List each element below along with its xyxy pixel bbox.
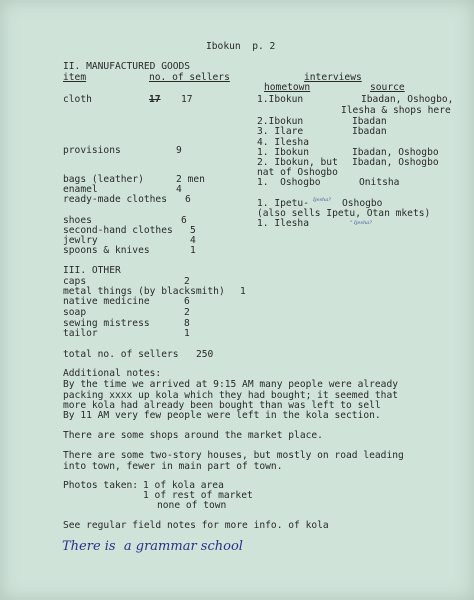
item-medicine: native medicine (63, 296, 150, 307)
item-sewing: sewing mistress (63, 318, 150, 329)
photos-label: Photos taken: (63, 480, 139, 491)
column-header-hometown: hometown (264, 82, 311, 93)
notes-heading: Additional notes: (63, 368, 162, 379)
item-provisions: provisions (63, 145, 121, 156)
interview-cloth-3-source: Ibadan (352, 126, 387, 137)
column-header-item: item (63, 72, 87, 83)
notes-paragraph-1-line-2: packing xxxx up kola which they had bought; it seemed that (63, 390, 399, 401)
interview-bags-hometown: 1. Oshogbo (257, 177, 321, 188)
notes-paragraph-1-line-3: more kola had already been bought than was left to sell (63, 400, 381, 411)
column-header-interviews: interviews (304, 72, 362, 83)
interview-cloth-4-hometown: 4. Ilesha (257, 137, 309, 148)
interview-cloth-2-source: Ibadan (352, 116, 387, 127)
notes-paragraph-1-line-4: By 11 AM very few people were left in the kola section. (63, 410, 381, 421)
count-bags: 2 men (176, 174, 205, 185)
item-caps: caps (63, 276, 87, 287)
column-header-sellers: no. of sellers (149, 72, 230, 83)
interview-cloth-2-hometown: 2.Ibokun (257, 116, 304, 127)
count-cloth-crossed: 17 (149, 94, 161, 105)
notes-paragraph-1-line-1: By the time we arrived at 9:15 AM many people were already (63, 379, 399, 390)
handwritten-annotation-2: " Ijesha? (350, 220, 372, 226)
handwritten-note: There is a grammar school (62, 539, 243, 554)
item-bags: bags (leather) (63, 174, 144, 185)
count-tailor: 1 (184, 328, 190, 339)
count-spoons: 1 (190, 245, 196, 256)
item-metal: metal things (by blacksmith) (63, 286, 225, 297)
notes-paragraph-5: See regular field notes for more info. of kola (63, 520, 329, 531)
interview-cloth-1-source-cont: Ilesha & shops here (341, 105, 451, 116)
interview-cloth-1-hometown: 1.Ibokun (257, 94, 304, 105)
item-enamel: enamel (63, 184, 98, 195)
interview-provisions-1-source: Ibadan, Oshogbo (352, 147, 439, 158)
count-sewing: 8 (184, 318, 190, 329)
item-jewelry: jewlry (63, 235, 98, 246)
count-metal: 1 (240, 286, 246, 297)
handwritten-annotation-1: Ijesha? (313, 197, 331, 203)
count-cloth: 17 (181, 94, 193, 105)
interview-provisions-2-cont: nat of Oshogbo (257, 167, 338, 178)
count-medicine: 6 (184, 296, 190, 307)
interview-provisions-1-hometown: 1. Ibokun (257, 147, 309, 158)
interview-ready-made-2-hometown: 1. Ilesha (257, 218, 309, 229)
count-caps: 2 (184, 276, 190, 287)
photos-line-2: 1 of rest of market (143, 490, 253, 501)
interview-ready-made-1-cont: (also sells Ipetu, Otan mkets) (257, 208, 431, 219)
count-jewelry: 4 (190, 235, 196, 246)
interview-provisions-2-source: Ibadan, Oshogbo (352, 157, 439, 168)
total-value: 250 (196, 349, 214, 360)
interview-provisions-2-hometown: 2. Ibokun, but (257, 157, 338, 168)
total-label: total no. of sellers (63, 349, 179, 360)
section-heading-manufactured: II. MANUFACTURED GOODS (63, 61, 191, 72)
column-header-source: source (370, 82, 405, 93)
notes-paragraph-2: There are some shops around the market place. (63, 430, 323, 441)
photos-line-1: 1 of kola area (143, 480, 224, 491)
section-heading-other: III. OTHER (63, 265, 121, 276)
item-ready-made: ready-made clothes (63, 194, 167, 205)
interview-cloth-3-hometown: 3. Ilare (257, 126, 304, 137)
item-second-hand: second-hand clothes (63, 225, 173, 236)
notes-paragraph-3-line-1: There are some two-story houses, but mostly on road leading (63, 450, 404, 461)
item-spoons: spoons & knives (63, 245, 150, 256)
interview-ready-made-1-hometown: 1. Ipetu- (257, 198, 309, 209)
interview-cloth-1-source: Ibadan, Oshogbo, (361, 94, 454, 105)
count-shoes: 6 (181, 215, 187, 226)
count-soap: 2 (184, 307, 190, 318)
interview-bags-source: Onitsha (359, 177, 400, 188)
notes-paragraph-3-line-2: into town, fewer in main part of town. (63, 461, 283, 472)
item-cloth: cloth (63, 94, 92, 105)
count-enamel: 4 (176, 184, 182, 195)
interview-ready-made-1-source: Oshogbo (342, 198, 383, 209)
item-soap: soap (63, 307, 87, 318)
count-ready-made: 6 (185, 194, 191, 205)
count-provisions: 9 (176, 145, 182, 156)
item-tailor: tailor (63, 328, 98, 339)
page-title: Ibokun p. 2 (206, 41, 276, 52)
item-shoes: shoes (63, 215, 92, 226)
count-second-hand: 5 (190, 225, 196, 236)
photos-line-3: none of town (157, 500, 227, 511)
